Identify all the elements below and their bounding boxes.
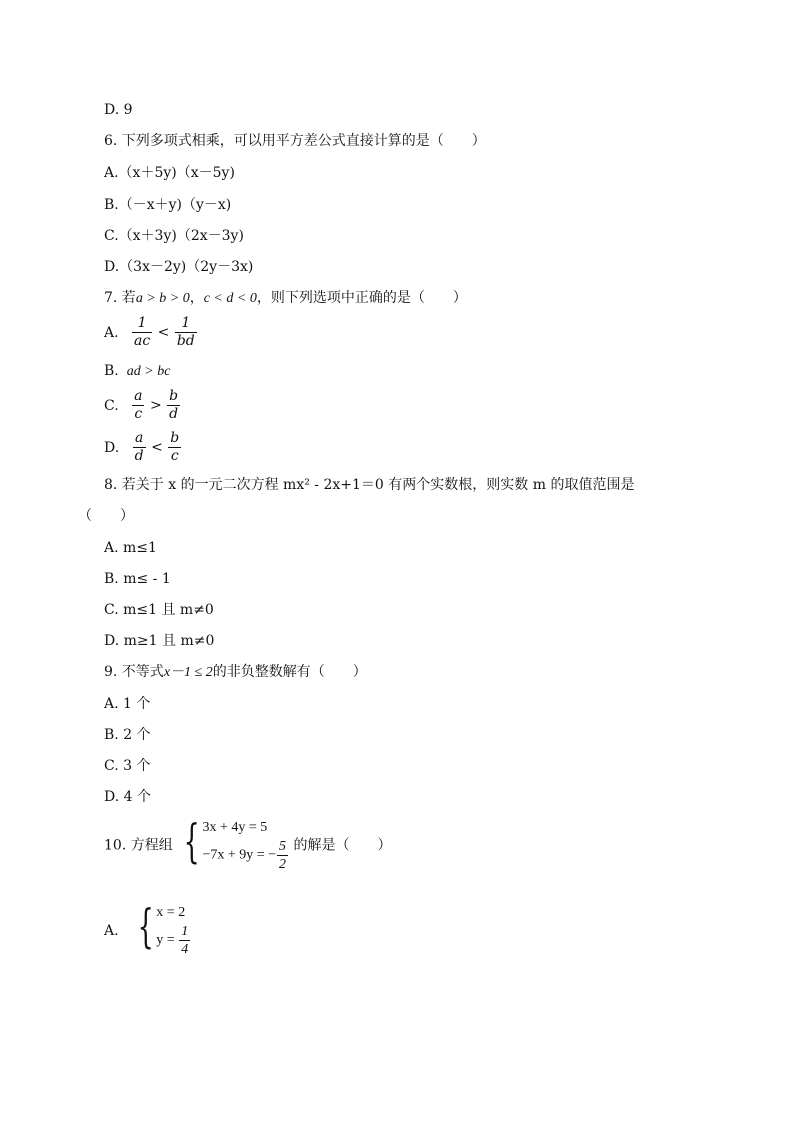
q8-option-c: C. m≤1 且 m≠0	[104, 602, 214, 618]
numerator: a	[134, 388, 143, 404]
q9-prefix: 9. 不等式	[104, 664, 164, 680]
solution-x: x = 2	[156, 905, 186, 920]
equation-system	[177, 814, 289, 873]
option-expression: ad > bc	[126, 364, 171, 379]
question-8: 8. 若关于 x 的一元二次方程 mx² ‑ 2x+1＝0 有两个实数根，则实数 m 的取值范围是	[104, 477, 635, 493]
q9-suffix: 的非负整数解有（ ）	[212, 664, 367, 680]
option-d-q5: D. 9	[104, 102, 133, 118]
q8-option-d: D. m≥1 且 m≠0	[104, 633, 215, 649]
q6-option-a: A.（x＋5y)（x－5y)	[104, 165, 235, 181]
q9-option-c: C. 3 个	[104, 758, 151, 774]
solution-y	[156, 923, 191, 958]
equation-2-left: −7x + 9y = −	[202, 847, 277, 863]
q7-option-d	[104, 430, 182, 465]
denominator: c	[132, 405, 144, 423]
q7-condition-2: c < d < 0	[203, 291, 257, 306]
numerator: a	[134, 430, 144, 446]
q7-option-c	[104, 388, 181, 423]
denominator: 4	[181, 942, 189, 957]
operator: >	[149, 397, 162, 414]
denominator: ac	[134, 333, 151, 349]
numerator: 5	[279, 839, 287, 854]
question-10	[104, 814, 392, 873]
denominator: 2	[279, 857, 287, 872]
question-9	[104, 662, 367, 683]
q10-suffix: 的解是（ ）	[293, 837, 392, 854]
q6-option-b: B.（－x＋y)（y－x)	[104, 197, 232, 213]
numerator: 1	[181, 315, 191, 331]
question-8-wrap: （ ）	[78, 508, 134, 524]
q8-option-a: A. m≤1	[104, 540, 157, 556]
question-6: 6. 下列多项式相乘，可以用平方差公式直接计算的是（ ）	[104, 133, 486, 149]
q8-option-b: B. m≤ ‑ 1	[104, 571, 171, 587]
denominator: c	[168, 447, 181, 465]
fraction	[179, 923, 190, 958]
fraction	[168, 430, 181, 465]
q9-option-a: A. 1 个	[104, 696, 151, 712]
fraction	[132, 388, 144, 423]
numerator: 1	[181, 924, 189, 939]
operator: <	[157, 324, 170, 341]
fraction	[167, 388, 180, 423]
operator: <	[151, 439, 163, 456]
option-label: D.	[104, 439, 120, 456]
q7-suffix: ，则下列选项中正确的是（ ）	[256, 290, 467, 306]
q9-option-d: D. 4 个	[104, 789, 151, 805]
q10-prefix: 10. 方程组	[104, 837, 173, 854]
option-label: A.	[104, 324, 119, 341]
q10-option-a	[104, 899, 191, 958]
question-7	[104, 288, 467, 309]
left-brace: {	[183, 814, 200, 868]
solution-system	[131, 899, 191, 958]
left-brace: {	[137, 899, 154, 953]
q9-option-b: B. 2 个	[104, 727, 151, 743]
denominator: d	[169, 406, 179, 422]
equation-2	[202, 838, 289, 873]
equation-1: 3x + 4y = 5	[202, 820, 268, 835]
numerator: b	[169, 388, 179, 404]
fraction	[132, 315, 152, 350]
denominator: d	[134, 448, 144, 464]
q7-option-a	[104, 315, 198, 350]
option-label: B.	[104, 363, 119, 379]
q7-option-b	[104, 361, 170, 382]
fraction	[133, 430, 146, 465]
solution-y-left: y =	[156, 932, 175, 948]
q7-prefix: 7. 若	[104, 290, 136, 306]
numerator: b	[170, 430, 180, 446]
option-label: C.	[104, 397, 119, 414]
q7-condition-1: a > b > 0	[135, 291, 190, 306]
q6-option-c: C.（x＋3y)（2x－3y)	[104, 228, 244, 244]
numerator: 1	[137, 315, 147, 331]
fraction	[277, 838, 288, 873]
q9-inequality: x－1 ≤ 2	[163, 665, 213, 680]
option-label: A.	[104, 922, 119, 939]
q7-separator: ，	[189, 290, 204, 306]
denominator: bd	[176, 333, 195, 349]
q6-option-d: D.（3x－2y)（2y－3x)	[104, 259, 254, 275]
fraction	[175, 315, 197, 350]
